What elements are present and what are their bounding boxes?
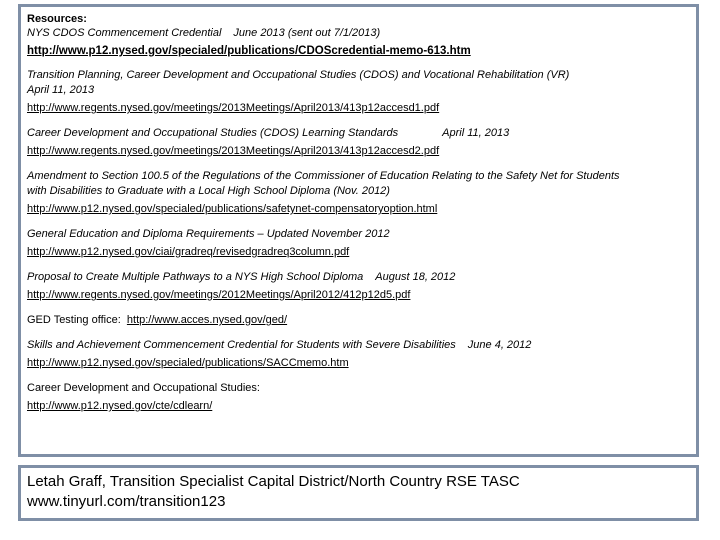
contact-name: Letah Graff, Transition Specialist Capital District/North Country RSE TASC <box>27 473 520 490</box>
resource-title: Amendment to Section 100.5 of the Regulations of the Commissioner of Education Relating to the Safety Net for Students <box>27 170 620 182</box>
resource-item <box>27 26 690 59</box>
resource-item <box>27 381 690 414</box>
resource-title: Transition Planning, Career Development and Occupational Studies (CDOS) and Vocational Rehabilitation (VR) <box>27 69 570 81</box>
resource-title-continued: with Disabilities to Graduate with a Local High School Diploma (Nov. 2012) <box>27 185 390 197</box>
resource-title: General Education and Diploma Requirements – Updated November 2012 <box>27 228 390 240</box>
resources-heading: Resources: <box>27 13 87 25</box>
resource-date: June 2013 (sent out 7/1/2013) <box>233 27 381 39</box>
resource-date: August 18, 2012 <box>375 271 456 283</box>
resource-link[interactable]: http://www.p12.nysed.gov/specialed/publications/SACCmemo.htm <box>27 357 349 369</box>
resource-item <box>27 68 690 116</box>
resource-date: June 4, 2012 <box>467 339 532 351</box>
contact-url[interactable]: www.tinyurl.com/transition123 <box>27 493 226 510</box>
resource-link[interactable]: http://www.p12.nysed.gov/cte/cdlearn/ <box>27 400 213 412</box>
resource-link[interactable]: http://www.p12.nysed.gov/specialed/publications/CDOScredential-memo-613.htm <box>27 45 471 57</box>
resource-date: April 11, 2013 <box>442 127 510 139</box>
resource-item <box>27 169 690 217</box>
resource-date: April 11, 2013 <box>27 84 95 96</box>
resource-title: GED Testing office: <box>27 314 121 326</box>
resource-link[interactable]: http://www.p12.nysed.gov/ciai/gradreq/revisedgradreq3column.pdf <box>27 246 350 258</box>
resource-title: Career Development and Occupational Studies: <box>27 382 260 394</box>
resource-item <box>27 270 690 303</box>
resource-link[interactable]: http://www.p12.nysed.gov/specialed/publications/safetynet-compensatoryoption.html <box>27 203 438 215</box>
resource-link[interactable]: http://www.regents.nysed.gov/meetings/2012Meetings/April2012/412p12d5.pdf <box>27 289 411 301</box>
resource-title: NYS CDOS Commencement Credential <box>27 27 222 39</box>
resources-panel <box>18 4 699 457</box>
resource-item <box>27 227 690 260</box>
resource-title: Skills and Achievement Commencement Credential for Students with Severe Disabilities <box>27 339 456 351</box>
resource-link[interactable]: http://www.regents.nysed.gov/meetings/2013Meetings/April2013/413p12accesd2.pdf <box>27 145 440 157</box>
resource-item <box>27 126 690 159</box>
contact-panel <box>18 465 699 521</box>
resource-title: Career Development and Occupational Studies (CDOS) Learning Standards <box>27 127 399 139</box>
resource-link[interactable]: http://www.acces.nysed.gov/ged/ <box>126 314 288 326</box>
resource-item <box>27 313 690 328</box>
resource-title: Proposal to Create Multiple Pathways to a NYS High School Diploma <box>27 271 364 283</box>
resource-link[interactable]: http://www.regents.nysed.gov/meetings/2013Meetings/April2013/413p12accesd1.pdf <box>27 102 440 114</box>
resource-item <box>27 338 690 371</box>
